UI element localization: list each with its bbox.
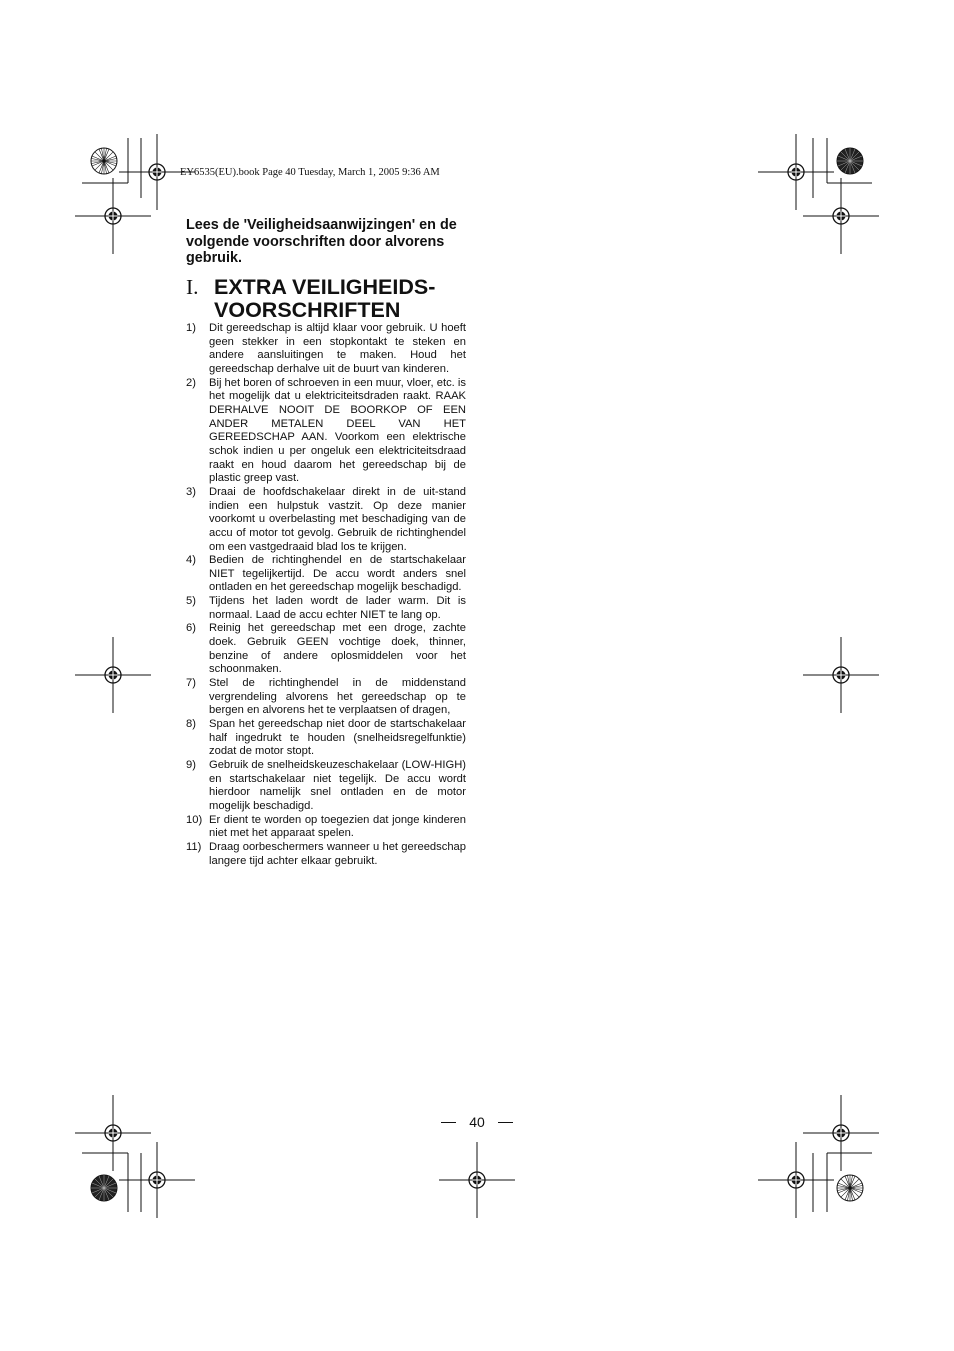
- list-item: [186, 622, 466, 677]
- page-number: [441, 1114, 513, 1130]
- page-number-dash: [498, 1122, 513, 1123]
- list-item-number: 11): [186, 840, 202, 853]
- list-item: [186, 677, 466, 718]
- list-item: [186, 595, 466, 622]
- section-number: I.: [186, 275, 199, 299]
- list-item: [186, 814, 466, 841]
- list-item-number: 4): [186, 554, 196, 567]
- list-item-text: Bedien de richtinghendel en de startschakelaar NIET tegelijkertijd. De accu wordt anders snel ontladen en het gereedschap mogelijk beschadigd.: [209, 554, 466, 594]
- list-item: [186, 841, 466, 868]
- list-item: [186, 718, 466, 759]
- page-number-dash: [441, 1122, 456, 1123]
- section-heading: [186, 276, 486, 321]
- list-item-number: 1): [186, 322, 196, 334]
- page-number-value: 40: [469, 1114, 485, 1130]
- list-item-text: Stel de richtinghendel in de middenstand vergrendeling alvorens het gereedschap op te bergen en alvorens het te verplaatsen of dragen,: [209, 677, 466, 717]
- list-item-number: 3): [186, 485, 196, 498]
- color-target-top-right-icon: [837, 148, 863, 174]
- list-item-number: 6): [186, 622, 196, 635]
- registration-mark-icon: [803, 637, 879, 713]
- list-item: [186, 759, 466, 814]
- color-target-top-left-icon: [91, 148, 117, 174]
- list-item: [186, 377, 466, 486]
- list-item-number: 2): [186, 376, 196, 389]
- list-item: [186, 486, 466, 554]
- list-item-number: 8): [186, 718, 196, 731]
- registration-mark-icon: [758, 134, 834, 210]
- color-target-bottom-right-icon: [837, 1175, 863, 1201]
- list-item-text: Er dient te worden op toegezien dat jonge kinderen niet met het apparaat spelen.: [209, 813, 466, 840]
- book-header: EY6535(EU).book Page 40 Tuesday, March 1, 2005 9:36 AM: [180, 167, 440, 178]
- registration-mark-icon: [75, 1095, 151, 1171]
- list-item-text: Dit gereedschap is altijd klaar voor gebruik. U hoeft geen stekker in een stopkontakt te steken en andere aansluitingen te maken. Houd het gereedschap derhalve uit de buurt van kinderen.: [209, 322, 466, 375]
- list-item-number: 10): [186, 813, 203, 826]
- list-item: [186, 554, 466, 595]
- list-item-text: Reinig het gereedschap met een droge, zachte doek. Gebruik GEEN vochtige doek, thinner, benzine of andere oplosmiddelen voor het schoonmaken.: [209, 622, 466, 676]
- section-title: EXTRA VEILIGHEIDS-VOORSCHRIFTEN: [214, 275, 436, 322]
- intro-text: Lees de 'Veiligheidsaanwijzingen' en de volgende voorschriften door alvorens gebruik.: [186, 217, 457, 266]
- rules-list: [186, 322, 466, 868]
- list-item-text: Bij het boren of schroeven in een muur, vloer, etc. is het mogelijk dat u elektriciteitsdraden raakt. RAAK DERHALVE NOOIT DE BOORKOP OF EEN ANDER METALEN DEEL VAN HET GEREEDSCHAP AAN. Voorkom een elektrische schok indien u per ongeluk een elektriciteitsdraad raakt en houd daarom het gereedschap bij de plastic greep vast.: [209, 376, 466, 485]
- registration-mark-icon: [439, 1142, 515, 1218]
- list-item-number: 9): [186, 759, 196, 771]
- list-item-number: 7): [186, 677, 196, 690]
- color-target-bottom-left-icon: [91, 1175, 117, 1201]
- list-item-text: Span het gereedschap niet door de startschakelaar half ingedrukt te houden (snelheidsregelfunktie) zodat de motor stopt.: [209, 718, 466, 758]
- list-item: [186, 322, 466, 377]
- registration-mark-icon: [758, 1142, 834, 1218]
- list-item-number: 5): [186, 595, 196, 608]
- list-item-text: Draag oorbeschermers wanneer u het gereedschap langere tijd achter elkaar gebruikt.: [209, 840, 466, 867]
- registration-mark-icon: [75, 637, 151, 713]
- list-item-text: Gebruik de snelheidskeuzeschakelaar (LOW-HIGH) en startschakelaar niet tegelijk. De accu wordt hierdoor namelijk snel ontladen en de motor mogelijk beschadigd.: [209, 759, 466, 812]
- registration-mark-icon: [803, 178, 879, 254]
- registration-mark-icon: [803, 1095, 879, 1171]
- list-item-text: Tijdens het laden wordt de lader warm. Dit is normaal. Laad de accu echter NIET te lang op.: [209, 595, 466, 621]
- registration-mark-icon: [119, 1142, 195, 1218]
- list-item-text: Draai de hoofdschakelaar direkt in de uit-stand indien een hulpstuk vastzit. Op deze manier voorkomt u overbelasting met beschadiging van de accu of motor tot gevolg. Gebruik de richtinghendel om een vastgedraaid blad los te krijgen.: [209, 485, 466, 553]
- registration-mark-icon: [75, 178, 151, 254]
